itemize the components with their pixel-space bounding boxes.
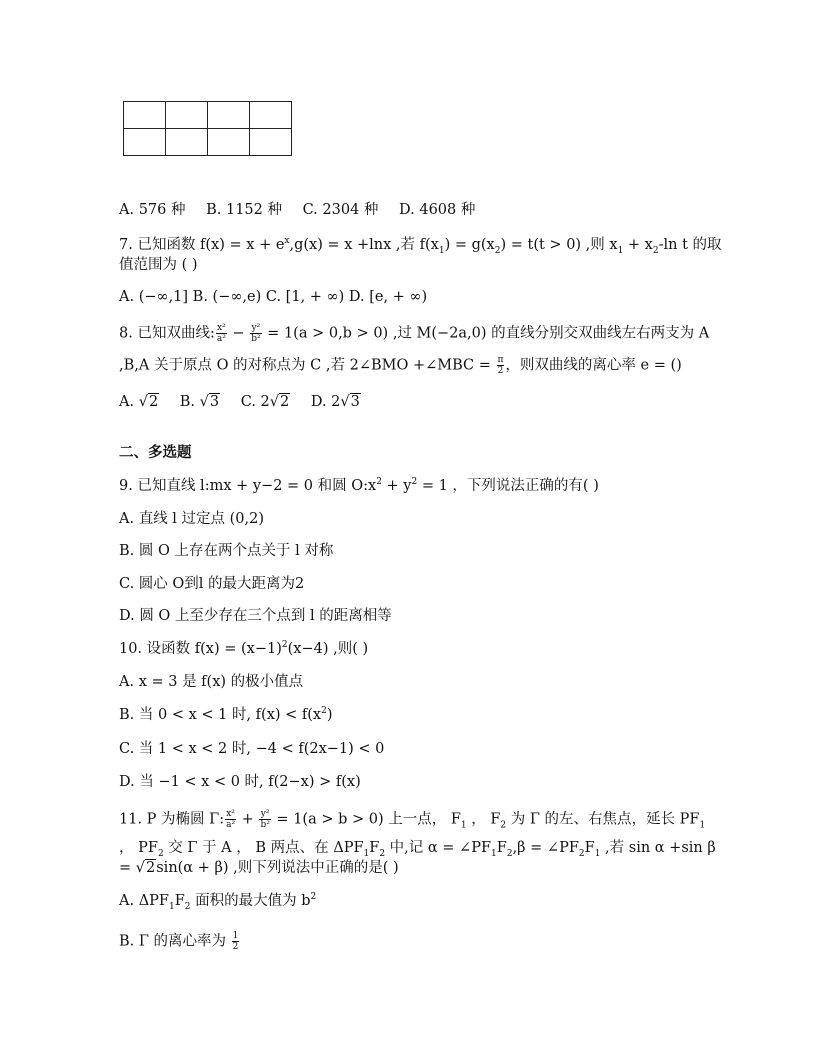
- q11-stem-line2: ， $PF_2$ 交 Γ 于 A ， B 两点、在 $\Delta PF_1F_2$ 中,记 $\alpha = \angle PF_1F_2,\beta$ = $\angle PF_2F_1$ ,若 sin α +sin β: [119, 840, 716, 859]
- q8-option-b: B. √3: [179, 394, 220, 410]
- q8-stem-line1: 8. 已知双曲线: $\frac{\text{x²}}{\text{a²}}$ − $\frac{\text{y²}}{\text{b²}}$ = 1(a > 0,b > 0) ,过 M(−2a,0) 的直线分别交双曲线左右两支为 A: [119, 323, 710, 344]
- q10-option-d: D. 当 −1 < x < 0 时, f(2−x) > f(x): [119, 774, 361, 790]
- q9-option-b: B. 圆 O 上存在两个点关于 l 对称: [119, 543, 334, 559]
- grid-cell: [166, 102, 208, 129]
- q7-options: A. (−∞,1] B. (−∞,e) C. [1, + ∞) D. [e, + ∞): [119, 289, 428, 305]
- q8-option-d: D. 2√3: [310, 394, 360, 410]
- fraction: $\frac{1}{2}$: [232, 931, 239, 952]
- fraction: $\frac{\text{x²}}{\text{a²}}$: [216, 323, 226, 344]
- grid-cell: [124, 102, 166, 129]
- q9-option-a: A. 直线 l 过定点 (0,2): [119, 511, 265, 527]
- q11-stem-line3: = √2sin(α + β) ,则下列说法中正确的是( ): [119, 860, 399, 876]
- q9-option-c: C. 圆心 O到l 的最大距离为2: [119, 576, 305, 592]
- grid-cell: [166, 129, 208, 156]
- fraction: $\frac{\text{y²}}{\text{b²}}$: [260, 809, 270, 830]
- answer-grid: [123, 101, 292, 156]
- q6-options: [119, 200, 475, 220]
- q11-stem-line1: 11. P 为椭圆 Γ: $\frac{\text{x²}}{\text{a²}}$ + $\frac{\text{y²}}{\text{b²}}$ = 1(a > b > 0) 上一点， $F_1$ ， $F_2$ 为 Γ 的左、右焦点，延长 $PF_1$: [119, 809, 706, 831]
- q10-option-c: C. 当 1 < x < 2 时, −4 < f(2x−1) < 0: [119, 741, 385, 757]
- q7-stem-line1: 7. 已知函数 $f(x) = x + e^x,g(x) = x +\ln x$ ,若 $f(x_1) = g(x_2) = t(t > 0)$ ,则 $x_1 + x_2-\ln$ t 的取: [119, 236, 722, 256]
- fraction: $\frac{\text{y²}}{\text{b²}}$: [251, 323, 261, 344]
- grid-cell: [124, 129, 166, 156]
- q6-option-a: A. 576 种: [119, 202, 186, 218]
- q7-stem-line2: 值范围为 ( ): [119, 257, 198, 273]
- q6-option-c: C. 2304 种: [302, 202, 379, 218]
- q10-stem: 10. 设函数 $f(x) = (x-1)^2(x-4)$ ,则( ): [119, 640, 369, 657]
- q8-options: [119, 392, 361, 412]
- q6-option-b: B. 1152 种: [206, 202, 282, 218]
- q8-stem-line2: ,B,A 关于原点 O 的对称点为 C ,若 2∠BMO +∠MBC = $\frac{\pi}{2}$ ，则双曲线的离心率 e = (): [119, 355, 682, 376]
- grid-cell: [250, 129, 292, 156]
- q9-option-d: D. 圆 O 上至少存在三个点到 l 的距离相等: [119, 608, 392, 624]
- grid-cell: [208, 129, 250, 156]
- fraction: $\frac{\text{x²}}{\text{a²}}$: [226, 809, 236, 830]
- q9-stem: 9. 已知直线 l:mx + y−2 = 0 和圆 $O:x^2 + y^2 = 1$ ，下列说法正确的有( ): [119, 477, 599, 494]
- grid-cell: [208, 102, 250, 129]
- grid-row: [124, 102, 292, 129]
- q8-option-c: C. 2√2: [240, 394, 290, 410]
- fraction: $\frac{\pi}{2}$: [497, 355, 504, 376]
- q6-option-d: D. 4608 种: [399, 202, 476, 218]
- q8-option-a: A. √2: [119, 394, 159, 410]
- q10-option-a: A. x = 3 是 f(x) 的极小值点: [119, 674, 304, 690]
- q11-option-a: A. $\Delta PF_1F_2$ 面积的最大值为 $b^2$: [119, 892, 317, 912]
- section-heading: 二、多选题: [119, 444, 192, 461]
- grid-cell: [250, 102, 292, 129]
- grid-row: [124, 129, 292, 156]
- q11-option-b: B. Γ 的离心率为 $\frac{1}{2}$: [119, 931, 239, 952]
- q10-option-b: B. 当 0 < x < 1 时, $f(x) < f(x^2)$: [119, 706, 333, 723]
